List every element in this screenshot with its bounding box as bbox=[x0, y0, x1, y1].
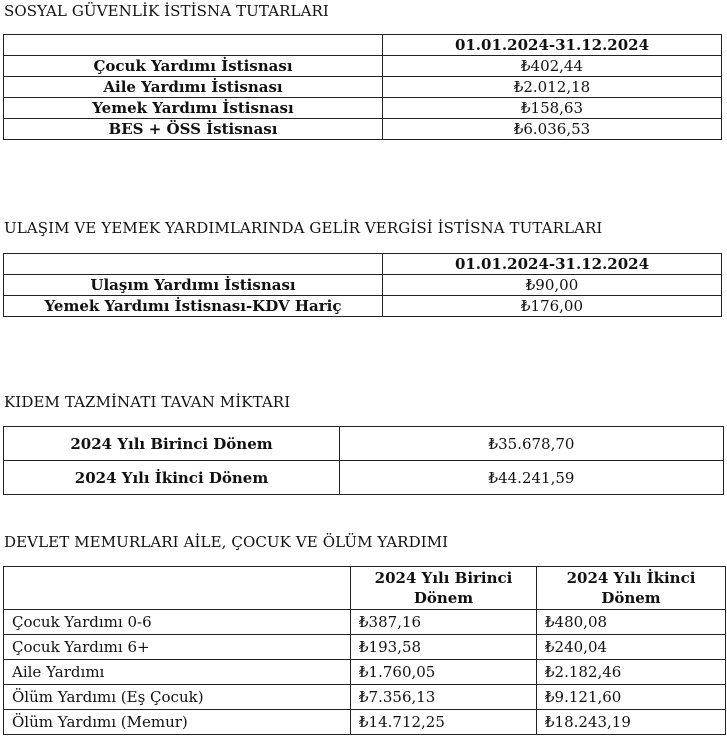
header-cell-second-period: 2024 Yılı İkinci Dönem bbox=[537, 567, 726, 610]
row-label: Ölüm Yardımı (Eş Çocuk) bbox=[4, 685, 351, 710]
table-header-row bbox=[4, 567, 726, 610]
row-value-second: ₺240,04 bbox=[537, 635, 726, 660]
row-value: ₺6.036,53 bbox=[383, 119, 722, 140]
row-value: ₺35.678,70 bbox=[340, 427, 724, 461]
transport-meal-exemption-table bbox=[3, 253, 722, 317]
row-label: 2024 Yılı İkinci Dönem bbox=[4, 461, 340, 495]
table-header-row bbox=[4, 254, 722, 275]
table-row bbox=[4, 685, 726, 710]
civil-servant-aid-table bbox=[3, 566, 726, 735]
row-value: ₺158,63 bbox=[383, 98, 722, 119]
row-label: Yemek Yardımı İstisnası bbox=[4, 98, 383, 119]
row-label: Aile Yardımı bbox=[4, 660, 351, 685]
table-row bbox=[4, 56, 722, 77]
table-row bbox=[4, 660, 726, 685]
row-label: Ölüm Yardımı (Memur) bbox=[4, 710, 351, 735]
row-value: ₺44.241,59 bbox=[340, 461, 724, 495]
row-label: Yemek Yardımı İstisnası-KDV Hariç bbox=[4, 296, 383, 317]
row-value-first: ₺193,58 bbox=[351, 635, 537, 660]
table-row bbox=[4, 427, 724, 461]
table-row bbox=[4, 710, 726, 735]
row-value-second: ₺9.121,60 bbox=[537, 685, 726, 710]
section-title-civil-servant-aid: DEVLET MEMURLARI AİLE, ÇOCUK VE ÖLÜM YARDIMI bbox=[4, 533, 449, 551]
header-cell-first-period: 2024 Yılı Birinci Dönem bbox=[351, 567, 537, 610]
social-security-exemption-table bbox=[3, 34, 722, 140]
row-value-second: ₺18.243,19 bbox=[537, 710, 726, 735]
header-cell bbox=[4, 567, 351, 610]
row-label: Çocuk Yardımı İstisnası bbox=[4, 56, 383, 77]
row-value: ₺2.012,18 bbox=[383, 77, 722, 98]
row-value: ₺402,44 bbox=[383, 56, 722, 77]
table-row bbox=[4, 610, 726, 635]
table-row bbox=[4, 98, 722, 119]
table-header-row bbox=[4, 35, 722, 56]
row-label: BES + ÖSS İstisnası bbox=[4, 119, 383, 140]
table-row bbox=[4, 77, 722, 98]
row-label: Çocuk Yardımı 0-6 bbox=[4, 610, 351, 635]
table-row bbox=[4, 635, 726, 660]
section-title-severance-cap: KIDEM TAZMİNATI TAVAN MİKTARI bbox=[4, 393, 291, 411]
header-cell bbox=[4, 254, 383, 275]
severance-cap-table bbox=[3, 426, 724, 495]
row-value-second: ₺480,08 bbox=[537, 610, 726, 635]
section-title-transport-meal: ULAŞIM VE YEMEK YARDIMLARINDA GELİR VERGİSİ İSTİSNA TUTARLARI bbox=[4, 219, 603, 237]
row-label: Çocuk Yardımı 6+ bbox=[4, 635, 351, 660]
row-value-second: ₺2.182,46 bbox=[537, 660, 726, 685]
row-value-first: ₺1.760,05 bbox=[351, 660, 537, 685]
row-value-first: ₺387,16 bbox=[351, 610, 537, 635]
row-value: ₺176,00 bbox=[383, 296, 722, 317]
section-title-social-security: SOSYAL GÜVENLİK İSTİSNA TUTARLARI bbox=[4, 2, 329, 20]
row-label: Aile Yardımı İstisnası bbox=[4, 77, 383, 98]
row-value: ₺90,00 bbox=[383, 275, 722, 296]
table-row bbox=[4, 461, 724, 495]
header-cell bbox=[4, 35, 383, 56]
table-row bbox=[4, 119, 722, 140]
header-cell-period: 01.01.2024-31.12.2024 bbox=[383, 35, 722, 56]
row-label: Ulaşım Yardımı İstisnası bbox=[4, 275, 383, 296]
row-label: 2024 Yılı Birinci Dönem bbox=[4, 427, 340, 461]
header-cell-period: 01.01.2024-31.12.2024 bbox=[383, 254, 722, 275]
table-row bbox=[4, 275, 722, 296]
table-row bbox=[4, 296, 722, 317]
row-value-first: ₺7.356,13 bbox=[351, 685, 537, 710]
row-value-first: ₺14.712,25 bbox=[351, 710, 537, 735]
